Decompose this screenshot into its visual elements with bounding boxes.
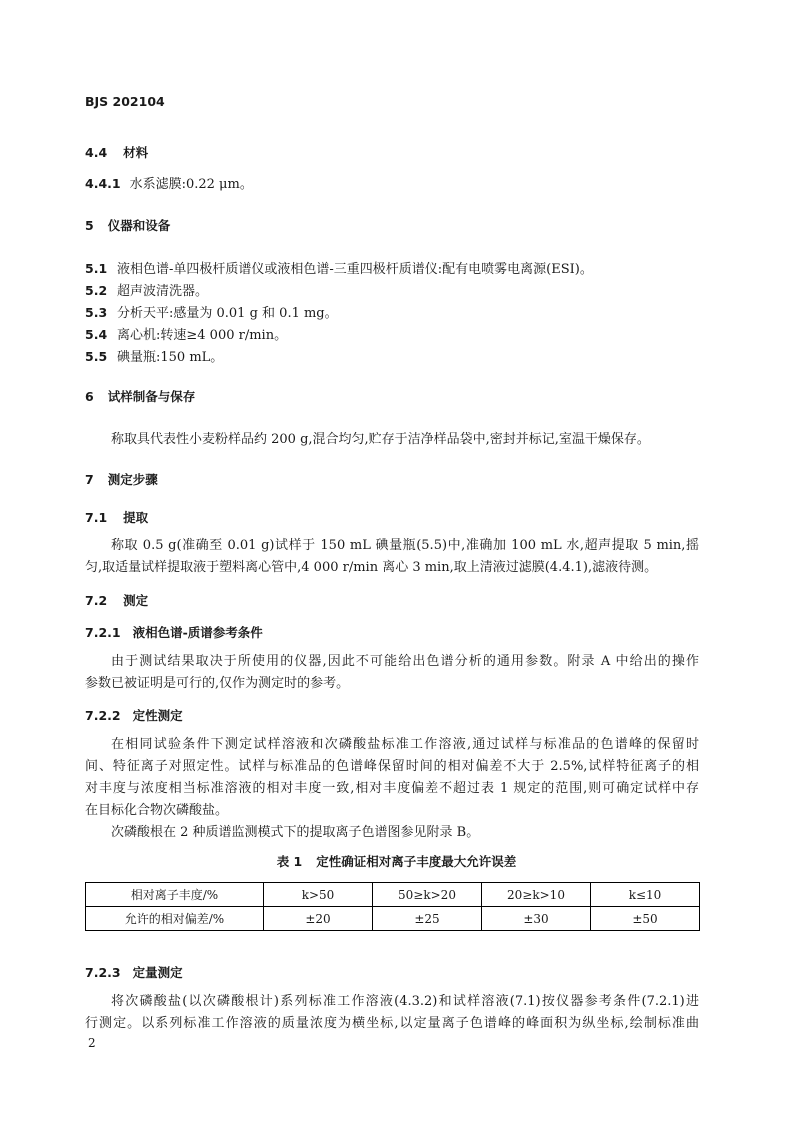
clause-number: 5.1	[85, 261, 108, 276]
table-cell: 允许的相对偏差/%	[86, 907, 264, 931]
clause-5-5	[85, 346, 223, 365]
table-cell: k>50	[264, 883, 373, 907]
table-1-caption	[0, 852, 793, 870]
section-number: 7.2.2	[85, 708, 121, 723]
clause-5-4	[85, 324, 287, 343]
section-heading-7-2-1	[85, 623, 263, 641]
section-heading-7-1	[85, 508, 148, 526]
clause-number: 5.5	[85, 349, 108, 364]
section-title: 定量测定	[132, 965, 183, 980]
paragraph-7-1-line-2: 匀,取适量试样提取液于塑料离心管中,4 000 r/min 离心 3 min,取上清液过滤膜(4.4.1),滤液待测。	[85, 560, 658, 575]
table-cell: ±20	[264, 907, 373, 931]
page-number: 2	[88, 1036, 96, 1050]
section-title: 试样制备与保存	[107, 389, 196, 404]
table-cell: k≤10	[591, 883, 700, 907]
section-heading-5	[85, 216, 170, 234]
paragraph-7-2-2-line-1: 在相同试验条件下测定试样溶液和次磷酸盐标准工作溶液,通过试样与标准品的色谱峰的保留时	[111, 737, 699, 752]
clause-number: 5.2	[85, 283, 108, 298]
clause-5-1	[85, 258, 593, 277]
clause-text: 离心机:转速≥4 000 r/min。	[117, 328, 288, 343]
table-caption-number: 表 1	[276, 854, 303, 869]
section-title: 定性测定	[132, 708, 183, 723]
clause-number: 5.4	[85, 327, 108, 342]
clause-text: 液相色谱-单四极杆质谱仪或液相色谱-三重四极杆质谱仪:配有电喷雾电离源(ESI)。	[117, 262, 593, 277]
section-number: 7	[85, 472, 94, 487]
clause-text: 分析天平:感量为 0.01 g 和 0.1 mg。	[117, 306, 338, 321]
table-1	[85, 882, 700, 931]
clause-number: 5.3	[85, 305, 108, 320]
section-heading-7-2-3	[85, 963, 183, 981]
paragraph-7-2-3-line-1: 将次磷酸盐(以次磷酸根计)系列标准工作溶液(4.3.2)和试样溶液(7.1)按仪器参考条件(7.2.1)进	[111, 994, 699, 1009]
section-number: 7.2	[85, 593, 108, 608]
clause-number: 4.4.1	[85, 176, 121, 191]
table-cell: 相对离子丰度/%	[86, 883, 264, 907]
paragraph-7-2-1-line-1: 由于测试结果取决于所使用的仪器,因此不可能给出色谱分析的通用参数。附录 A 中给出的操作	[111, 654, 699, 669]
paragraph-7-2-3-line-2: 行测定。以系列标准工作溶液的质量浓度为横坐标,以定量离子色谱峰的峰面积为纵坐标,绘制标准曲	[85, 1016, 699, 1031]
paragraph-7-2-2-note: 次磷酸根在 2 种质谱监测模式下的提取离子色谱图参见附录 B。	[111, 825, 480, 840]
section-title: 材料	[123, 145, 149, 160]
paragraph-7-2-2-line-2: 间、特征离子对照定性。试样与标准品的色谱峰保留时间的相对偏差不大于 2.5%,试样特征离子的相	[85, 759, 699, 774]
paragraph-7-1-line-1: 称取 0.5 g(准确至 0.01 g)试样于 150 mL 碘量瓶(5.5)中,准确加 100 mL 水,超声提取 5 min,摇	[111, 538, 699, 553]
section-heading-6	[85, 387, 195, 405]
table-cell: ±25	[373, 907, 482, 931]
clause-text: 水系滤膜:0.22 μm。	[129, 177, 253, 192]
section-title: 测定	[123, 593, 149, 608]
section-number: 7.2.3	[85, 965, 121, 980]
paragraph-7-2-2-line-3: 对丰度与浓度相当标准溶液的相对丰度一致,相对丰度偏差不超过表 1 规定的范围,则可确定试样中存	[85, 781, 699, 796]
section-heading-7	[85, 470, 158, 488]
table-cell: 20≥k>10	[482, 883, 591, 907]
section-number: 6	[85, 389, 94, 404]
doc-code: BJS 202104	[85, 94, 165, 109]
section-number: 5	[85, 218, 94, 233]
table-row	[86, 907, 700, 931]
table-caption-title: 定性确证相对离子丰度最大允许误差	[316, 854, 517, 869]
section-number: 4.4	[85, 145, 108, 160]
section-title: 液相色谱-质谱参考条件	[132, 625, 263, 640]
clause-text: 碘量瓶:150 mL。	[117, 350, 224, 365]
section-number: 7.2.1	[85, 625, 121, 640]
table-row	[86, 883, 700, 907]
paragraph-7-2-2-line-4: 在目标化合物次磷酸盐。	[85, 803, 229, 818]
section-title: 提取	[123, 510, 149, 525]
section-heading-4-4	[85, 143, 148, 161]
paragraph-7-2-1-line-2: 参数已被证明是可行的,仅作为测定时的参考。	[85, 676, 350, 691]
clause-5-2	[85, 280, 208, 299]
table-cell: 50≥k>20	[373, 883, 482, 907]
section-6-paragraph: 称取具代表性小麦粉样品约 200 g,混合均匀,贮存于洁净样品袋中,密封并标记,室温干燥保存。	[111, 432, 650, 447]
table-cell: ±50	[591, 907, 700, 931]
section-heading-7-2-2	[85, 706, 183, 724]
section-number: 7.1	[85, 510, 108, 525]
clause-5-3	[85, 302, 338, 321]
section-heading-7-2	[85, 591, 148, 609]
clause-4-4-1	[85, 173, 253, 192]
table-cell: ±30	[482, 907, 591, 931]
section-title: 测定步骤	[107, 472, 158, 487]
section-title: 仪器和设备	[107, 218, 171, 233]
clause-text: 超声波清洗器。	[117, 284, 209, 299]
